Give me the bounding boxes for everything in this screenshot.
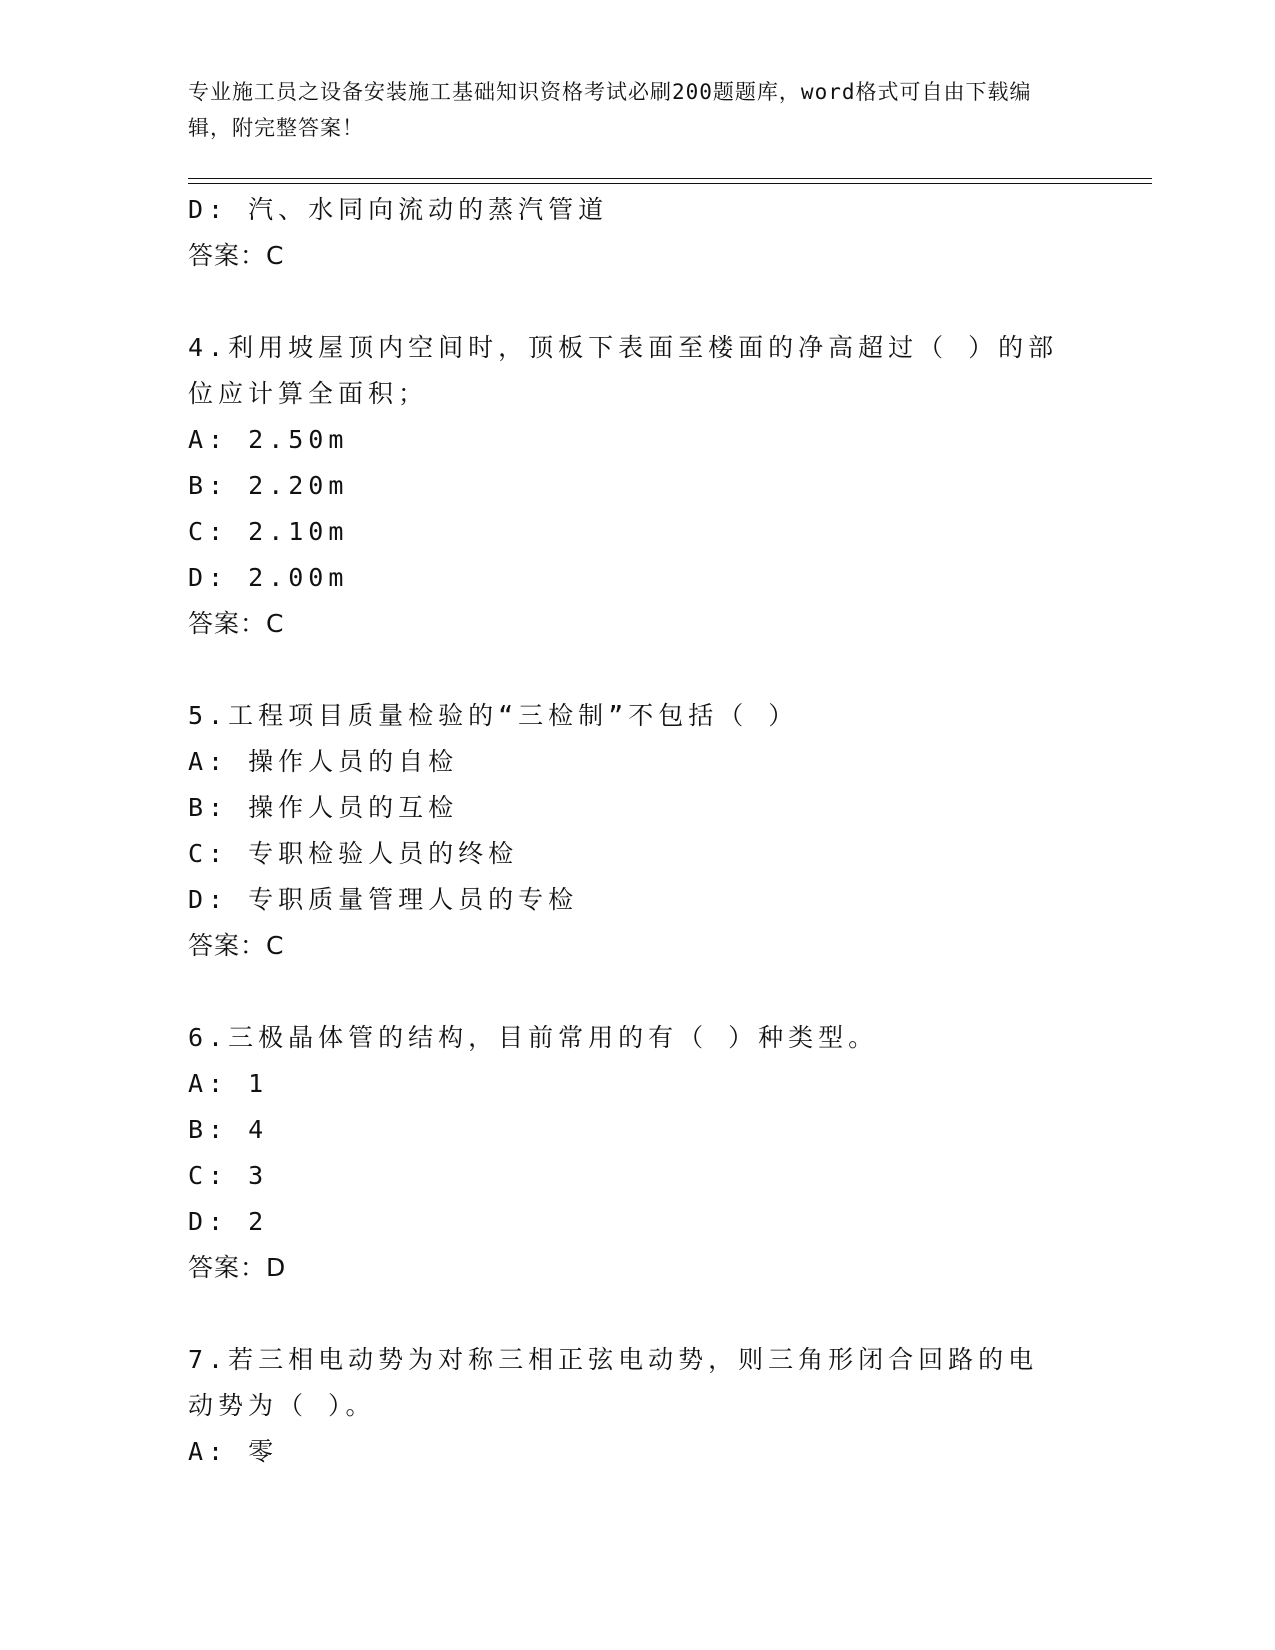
- question-7-option-a: A: 零: [188, 1437, 279, 1466]
- spacer: [188, 279, 1088, 325]
- question-4-option-a: A: 2.50m: [188, 425, 349, 454]
- question-6-option-c: C: 3: [188, 1161, 269, 1190]
- question-5-option-d: D: 专职质量管理人员的专检: [188, 885, 579, 914]
- question-4-option-c: C: 2.10m: [188, 517, 349, 546]
- page-header: 专业施工员之设备安装施工基础知识资格考试必刷200题题库，word格式可自由下载编辑，附完整答案！: [188, 80, 1032, 140]
- question-7-text: 7.若三相电动势为对称三相正弦电动势，则三角形闭合回路的电动势为（ ）。: [188, 1345, 1039, 1420]
- question-6-option-b: B: 4: [188, 1115, 269, 1144]
- question-5-option-b: B: 操作人员的互检: [188, 793, 459, 822]
- question-content: [188, 187, 1088, 1475]
- question-6-answer: 答案：D: [188, 1253, 287, 1282]
- header-divider-top: [188, 178, 1152, 179]
- question-4-option-b: B: 2.20m: [188, 471, 349, 500]
- question-6-option-d: D: 2: [188, 1207, 269, 1236]
- question-6-option-a: A: 1: [188, 1069, 269, 1098]
- question-5-option-c: C: 专职检验人员的终检: [188, 839, 519, 868]
- answer-label: 答案：C: [188, 241, 285, 270]
- spacer: [188, 1291, 1088, 1337]
- question-4-text: 4.利用坡屋顶内空间时，顶板下表面至楼面的净高超过（ ）的部位应计算全面积；: [188, 333, 1059, 408]
- question-4-answer: 答案：C: [188, 609, 285, 638]
- question-4-option-d: D: 2.00m: [188, 563, 349, 592]
- question-6-text: 6.三极晶体管的结构，目前常用的有（ ）种类型。: [188, 1023, 879, 1052]
- question-5-answer: 答案：C: [188, 931, 285, 960]
- spacer: [188, 647, 1088, 693]
- option-d: D: 汽、水同向流动的蒸汽管道: [188, 195, 609, 224]
- question-5-option-a: A: 操作人员的自检: [188, 747, 459, 776]
- header-divider-bottom: [188, 183, 1152, 184]
- question-5-text: 5.工程项目质量检验的“三检制”不包括（ ）: [188, 701, 799, 730]
- spacer: [188, 969, 1088, 1015]
